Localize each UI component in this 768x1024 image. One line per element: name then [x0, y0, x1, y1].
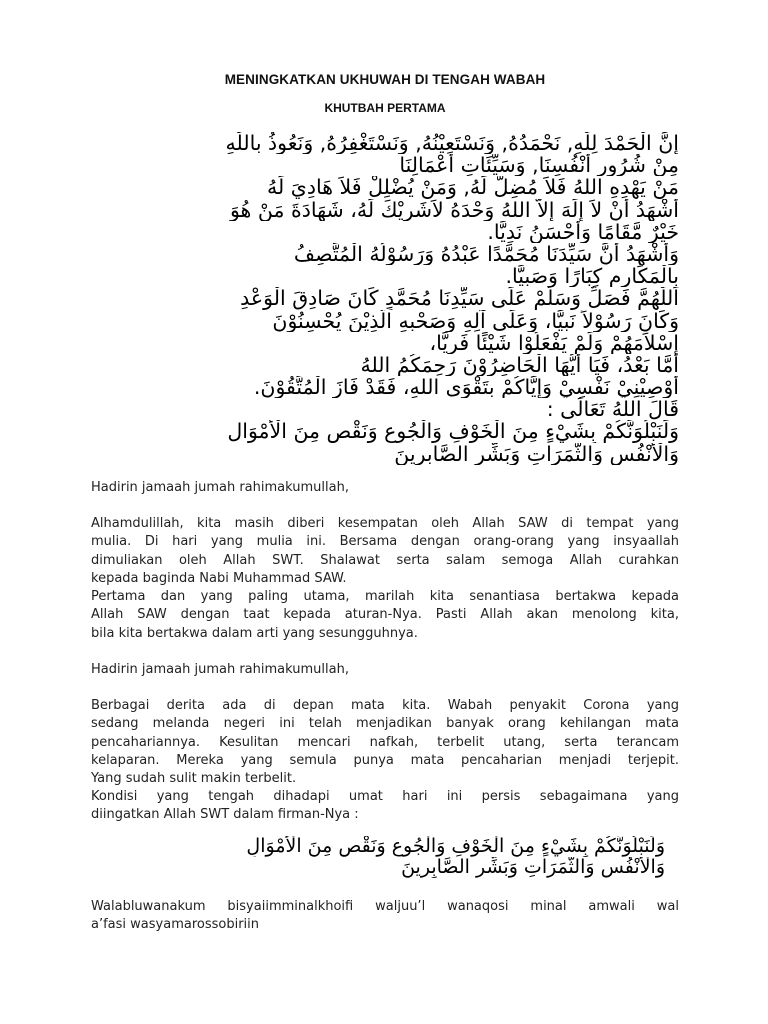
transliteration-line: Walabluwanakum bisyaiimminalkhoifi waljuu’l wanaqosi minal amwali wal	[91, 899, 679, 914]
paragraph-line: mulia. Di hari yang mulia ini. Bersama dengan orang-orang yang insyaallah	[91, 534, 679, 550]
document-title: MENINGKATKAN UKHUWAH DI TENGAH WABAH	[224, 72, 546, 87]
arabic-line: وَلَنَبْلُوَنَّكُمْ بِشَيْءٍ مِنَ الْخَوْفِ وَالْجُوعِ وَنَقْصٍ مِنَ الْأَمْوَالِ	[227, 420, 679, 443]
paragraph-line: Allah SAW dengan taat kepada aturan-Nya. Pasti Allah akan menolong kita,	[91, 607, 679, 623]
arabic-line: قَالَ اللهُ تَعَالَى :	[546, 398, 679, 421]
paragraph-line: Yang sudah sulit makin terbelit.	[91, 771, 297, 787]
transliteration-line: a’fasi wasyamarossobiriin	[91, 917, 260, 933]
arabic-line: إِسْلاَمَهُمْ وَلَمْ يَفْعَلُوْا شَيْئًا فَرِيًّا،	[429, 331, 679, 354]
arabic-line: وَالْأَنْفُسِ وَالثَّمَرَاتِ وَبَشِّرِ الصَّابِرِينَ	[394, 442, 679, 465]
greeting-2	[91, 661, 679, 679]
arabic-line: وَالْأَنْفُسِ وَالثَّمَرَاتِ وَبَشِّرِ الصَّابِرِينَ	[401, 857, 665, 878]
paragraph-line: diingatkan Allah SWT dalam firman-Nya :	[91, 807, 359, 823]
paragraph-line: Kondisi yang tengah dihadapi umat hari ini persis sebagaimana yang	[91, 789, 679, 804]
arabic-line: اَللّٰهُمَّ فَصَلِّ وَسَلِّمْ عَلَى سَيِّدِنَا مُحَمَّدٍ كَانَ صَادِقَ الْوَعْدِ	[240, 287, 679, 310]
greeting-text: Hadirin jamaah jumah rahimakumullah,	[91, 662, 349, 677]
arabic-line: أَمَّا بَعْدُ، فَيَا أَيُّهَا الْحَاضِرُوْنَ رَحِمَكُمُ اللهُ	[360, 353, 679, 377]
arabic-verse-quote	[91, 836, 679, 878]
arabic-line: أَشْهَدُ أَنْ لاَ إِلَهَ إِلاَّ اللهُ وَحْدَهُ لاَشَرِيْكَ لَهُ، شَهَادَةَ مَنْ هُوَ	[229, 198, 679, 221]
paragraph-line: kelaparan. Mereka yang semula punya mata pencaharian menjadi terjepit.	[91, 752, 679, 768]
paragraph-3	[91, 697, 679, 788]
arabic-line: وَلَنَبْلُوَنَّكُمْ بِشَيْءٍ مِنَ الْخَوْفِ وَالْجُوعِ وَنَقْصٍ مِنَ الْأَمْوَالِ	[246, 836, 665, 857]
paragraph-2	[91, 588, 679, 643]
paragraph-4	[91, 788, 679, 825]
transliteration	[91, 898, 679, 935]
arabic-line: وَأَشْهَدُ أَنَّ سَيِّدَنَا مُحَمَّدًا عَبْدُهُ وَرَسُوْلُهُ الْمُتَّصِفُ	[293, 242, 679, 266]
arabic-opening-prayer	[91, 132, 679, 465]
arabic-line: مَنْ يَهْدِهِ اللهُ فَلاَ مُضِلَّ لَهُ, وَمَنْ يُضْلِلْ فَلاَ هَادِيَ لَهُ	[267, 176, 679, 199]
arabic-line: بِالْمَكَارِمِ كِبَارًا وَصَبِيًّا.	[505, 265, 679, 288]
arabic-line: وَكَانَ رَسُوْلاً نَبِيًّا، وَعَلَى آلِهِ وَصَحْبِهِ الَّذِيْنَ يُحْسِنُوْنَ	[272, 309, 679, 332]
paragraph-line: Berbagai derita ada di depan mata kita. Wabah penyakit Corona yang	[91, 698, 679, 713]
paragraph-1	[91, 515, 679, 588]
greeting-1	[91, 479, 679, 497]
document-subtitle: KHUTBAH PERTAMA	[324, 101, 446, 115]
paragraph-line: dimuliakan oleh Allah SWT. Shalawat serta salam semoga Allah curahkan	[91, 552, 679, 568]
greeting-text: Hadirin jamaah jumah rahimakumullah,	[91, 480, 349, 495]
arabic-line: مِنْ شُرُورِ أَنْفُسِنَا, وَسَيِّئَاتِ أَعْمَالِنَا	[399, 154, 679, 177]
arabic-line: خَيْرٌ مَّقَامًا وَأَحْسَنُ نَدِيًّا.	[487, 220, 679, 243]
paragraph-line: kepada baginda Nabi Muhammad SAW.	[91, 570, 347, 586]
arabic-line: أُوْصِيْنِيْ نَفْسِيْ وَإِيَّاكُمْ بِتَقْوَى اللهِ، فَقَدْ فَازَ الْمُتَّقُوْنَ.	[253, 376, 679, 399]
paragraph-line: Pertama dan yang paling utama, marilah kita senantiasa bertakwa kepada	[91, 589, 679, 604]
paragraph-line: Alhamdulillah, kita masih diberi kesempatan oleh Allah SAW di tempat yang	[91, 516, 679, 531]
paragraph-line: sedang melanda negeri ini telah menjadikan banyak orang kehilangan mata	[91, 716, 679, 732]
arabic-line: إنَّ الْحَمْدَ لِلّٰهِ, نَحْمَدُهُ, وَنَسْتَعِيْنُهُ, وَنَسْتَغْفِرُهُ, وَنَعُوذُ بِاللّٰهِ	[225, 132, 679, 155]
paragraph-line: pencahariannya. Kesulitan mencari nafkah, terbelit utang, serta terancam	[91, 734, 679, 750]
paragraph-line: bila kita bertakwa dalam arti yang sesungguhnya.	[91, 625, 418, 641]
